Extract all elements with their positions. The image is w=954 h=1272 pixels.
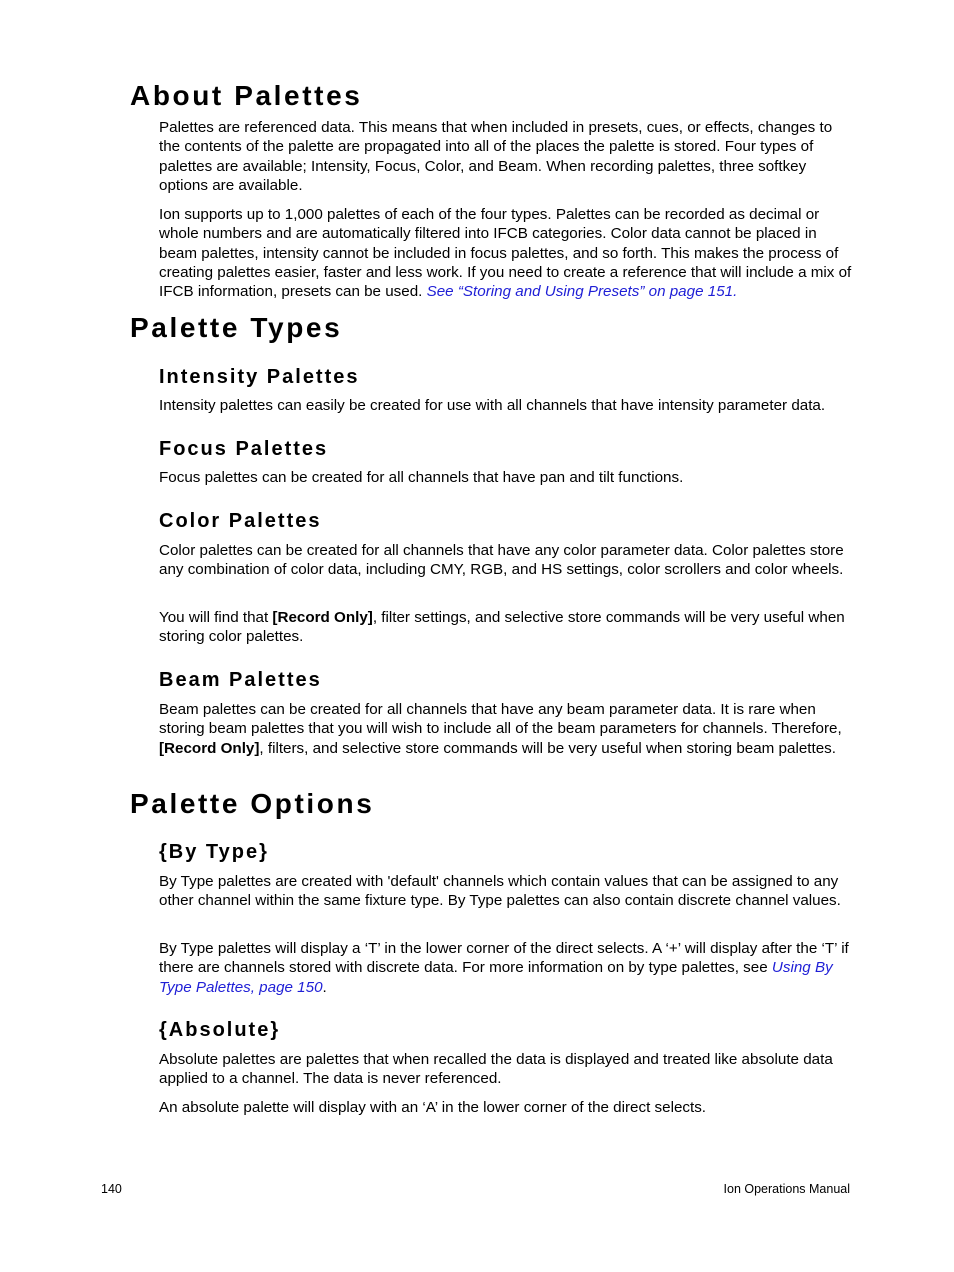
bytype-paragraph-2	[159, 939, 857, 997]
bytype-paragraph-2-end: .	[322, 978, 327, 996]
beam-paragraph-pre: Beam palettes can be created for all channels that have any beam parameter data. It is rare when storing beam palettes that you will wish to include all of the beam parameters for channels. Therefore,	[159, 701, 842, 738]
heading-absolute: {Absolute}	[159, 1019, 281, 1041]
page-number: 140	[101, 1182, 122, 1196]
record-only-key: [Record Only]	[272, 609, 373, 626]
beam-paragraph	[159, 700, 857, 758]
about-paragraph-2-text: Ion supports up to 1,000 palettes of each of the four types. Palettes can be recorded as decimal or whole numbers and are automatically filtered into IFCB categories. Color data cannot be placed in beam palettes, intensity cannot be included in focus palettes, and so forth. This makes the process of creating palettes easier, faster and less work. If you need to create a reference that will include a mix of IFCB information, presets can be used.	[159, 206, 852, 301]
bytype-paragraph-1: By Type palettes are created with 'default' channels which contain values that can be assigned to any other channel within the same fixture type. By Type palettes can also contain discrete channel values.	[159, 873, 841, 910]
heading-palette-types: Palette Types	[130, 312, 343, 343]
link-storing-presets[interactable]: See “Storing and Using Presets” on page 151.	[426, 283, 738, 301]
heading-beam-palettes: Beam Palettes	[159, 669, 322, 691]
color-paragraph-2-post: , filter settings, and selective store commands will be very useful when storing color palettes.	[159, 609, 845, 646]
heading-focus-palettes: Focus Palettes	[159, 438, 329, 460]
beam-paragraph-post: , filters, and selective store commands will be very useful when storing beam palettes.	[259, 739, 836, 757]
color-paragraph-2	[159, 608, 857, 647]
manual-title: Ion Operations Manual	[723, 1182, 850, 1196]
about-paragraph-1: Palettes are referenced data. This means that when included in presets, cues, or effects, changes to the contents of the palette are propagated into all of the places the palette is stored. Four types of palettes are available; Intensity, Focus, Color, and Beam. When recording palettes, three softkey options are available.	[159, 119, 833, 194]
record-only-key: [Record Only]	[159, 739, 260, 757]
absolute-paragraph-1: Absolute palettes are palettes that when recalled the data is displayed and treated like absolute data applied to a channel. The data is never referenced.	[159, 1051, 833, 1088]
heading-intensity-palettes: Intensity Palettes	[159, 366, 360, 388]
heading-by-type: {By Type}	[159, 841, 269, 863]
color-paragraph-2-pre: You will find that	[159, 609, 273, 626]
absolute-paragraph-2: An absolute palette will display with an ‘A’ in the lower corner of the direct selects.	[159, 1099, 707, 1116]
about-paragraph-2	[159, 205, 857, 301]
intensity-paragraph: Intensity palettes can easily be created for use with all channels that have intensity parameter data.	[159, 397, 826, 414]
bytype-paragraph-2-text: By Type palettes will display a ‘T’ in the lower corner of the direct selects. A ‘+’ will display after the ‘T’ if there are channels stored with discrete data. For more information on by type palettes, see	[159, 940, 849, 977]
heading-about-palettes: About Palettes	[130, 80, 363, 111]
color-paragraph-1: Color palettes can be created for all channels that have any color parameter data. Color palettes store any combination of color data, including CMY, RGB, and HS settings, color scrollers and color wheels.	[159, 542, 844, 579]
link-using-by-type-palettes[interactable]: Using By Type Palettes, page 150	[159, 959, 833, 996]
focus-paragraph: Focus palettes can be created for all channels that have pan and tilt functions.	[159, 469, 684, 486]
heading-palette-options: Palette Options	[130, 788, 375, 819]
heading-color-palettes: Color Palettes	[159, 510, 322, 532]
